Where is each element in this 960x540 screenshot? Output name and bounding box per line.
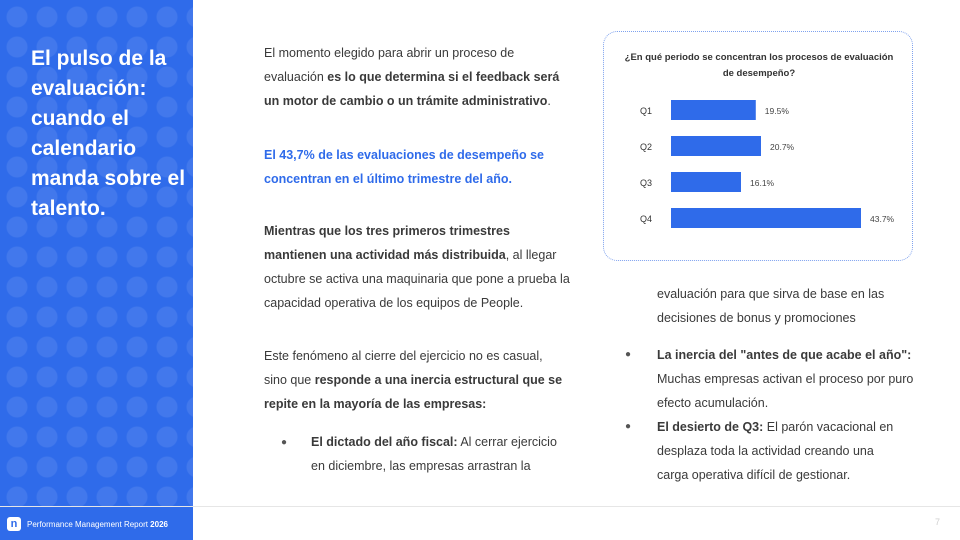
report-year: 2026	[150, 519, 168, 529]
distribution-paragraph	[264, 219, 574, 315]
sidebar-panel	[0, 0, 193, 506]
distribution-text: , al llegar octubre se activa una maquinaria que pone a prueba la capacidad operativa de los equipos de People	[264, 248, 570, 310]
page-number: 7	[934, 517, 940, 527]
phenomenon-paragraph	[264, 344, 564, 416]
intro-bold: es lo que determina si el feedback será un motor de cambio o un trámite administrativo	[264, 70, 560, 108]
highlight-stat: El 43,7% de las evaluaciones de desempeño se concentran en el último trimestre del año.	[264, 148, 544, 186]
chart-card	[603, 31, 913, 261]
distribution-bold: Mientras que los tres primeros trimestres mantienen una actividad más distribuida	[264, 224, 510, 262]
bar-q2	[671, 136, 761, 156]
value-label: 43.7%	[870, 214, 895, 224]
bullet-label: La inercia del "antes de que acabe el año":	[657, 348, 912, 362]
intro-text: El momento elegido para abrir un proceso de evaluación	[264, 46, 515, 84]
bullet-dot: ●	[625, 349, 632, 360]
intro-end: .	[547, 94, 551, 108]
brand-logo-icon: n	[7, 517, 21, 531]
bullet-dot: ●	[281, 437, 288, 448]
phenomenon-bold: responde a una inercia estructural que se repite en la mayoría de las empresas:	[264, 373, 563, 411]
category-label: Q2	[640, 142, 653, 152]
category-label: Q4	[640, 214, 653, 224]
bar-q4	[671, 208, 861, 228]
bullet-dot: ●	[625, 421, 632, 432]
footer-brand	[0, 507, 193, 540]
footer	[0, 506, 960, 540]
category-label: Q1	[640, 106, 653, 116]
continuation-paragraph: evaluación para que sirva de base en las decisiones de bonus y promociones	[657, 287, 885, 325]
value-label: 16.1%	[750, 178, 775, 188]
bar-chart	[604, 32, 914, 262]
value-label: 20.7%	[770, 142, 795, 152]
bullet-inertia	[657, 343, 917, 415]
report-label: Performance Management Report	[27, 519, 151, 529]
bar-q1	[671, 100, 756, 120]
distribution-end: .	[519, 296, 524, 310]
bullet-q3-desert	[657, 415, 907, 487]
intro-paragraph	[264, 41, 564, 113]
category-label: Q3	[640, 178, 653, 188]
phenomenon-text: Este fenómeno al cierre del ejercicio no es casual, sino que	[264, 349, 543, 387]
value-label: 19.5%	[764, 106, 789, 116]
bullet-label: El desierto de Q3:	[657, 420, 764, 434]
page-title: El pulso de la evaluación: cuando el calendario manda sobre el talento.	[31, 47, 186, 220]
footer-report-name	[27, 520, 168, 529]
bar-q3	[671, 172, 741, 192]
bullet-text: El parón vacacional en desplaza toda la actividad creando una carga operativa difícil de gestionar.	[657, 420, 894, 482]
bullet-text: Muchas empresas activan el proceso por puro efecto acumulación.	[657, 372, 914, 410]
bullet-text: Al cerrar ejercicio en diciembre, las empresas arrastran la	[311, 435, 557, 473]
bullet-label: El dictado del año fiscal:	[311, 435, 458, 449]
chart-title: ¿En qué periodo se concentran los procesos de evaluación de desempeño?	[624, 52, 894, 79]
bullet-fiscal-year	[311, 430, 566, 478]
